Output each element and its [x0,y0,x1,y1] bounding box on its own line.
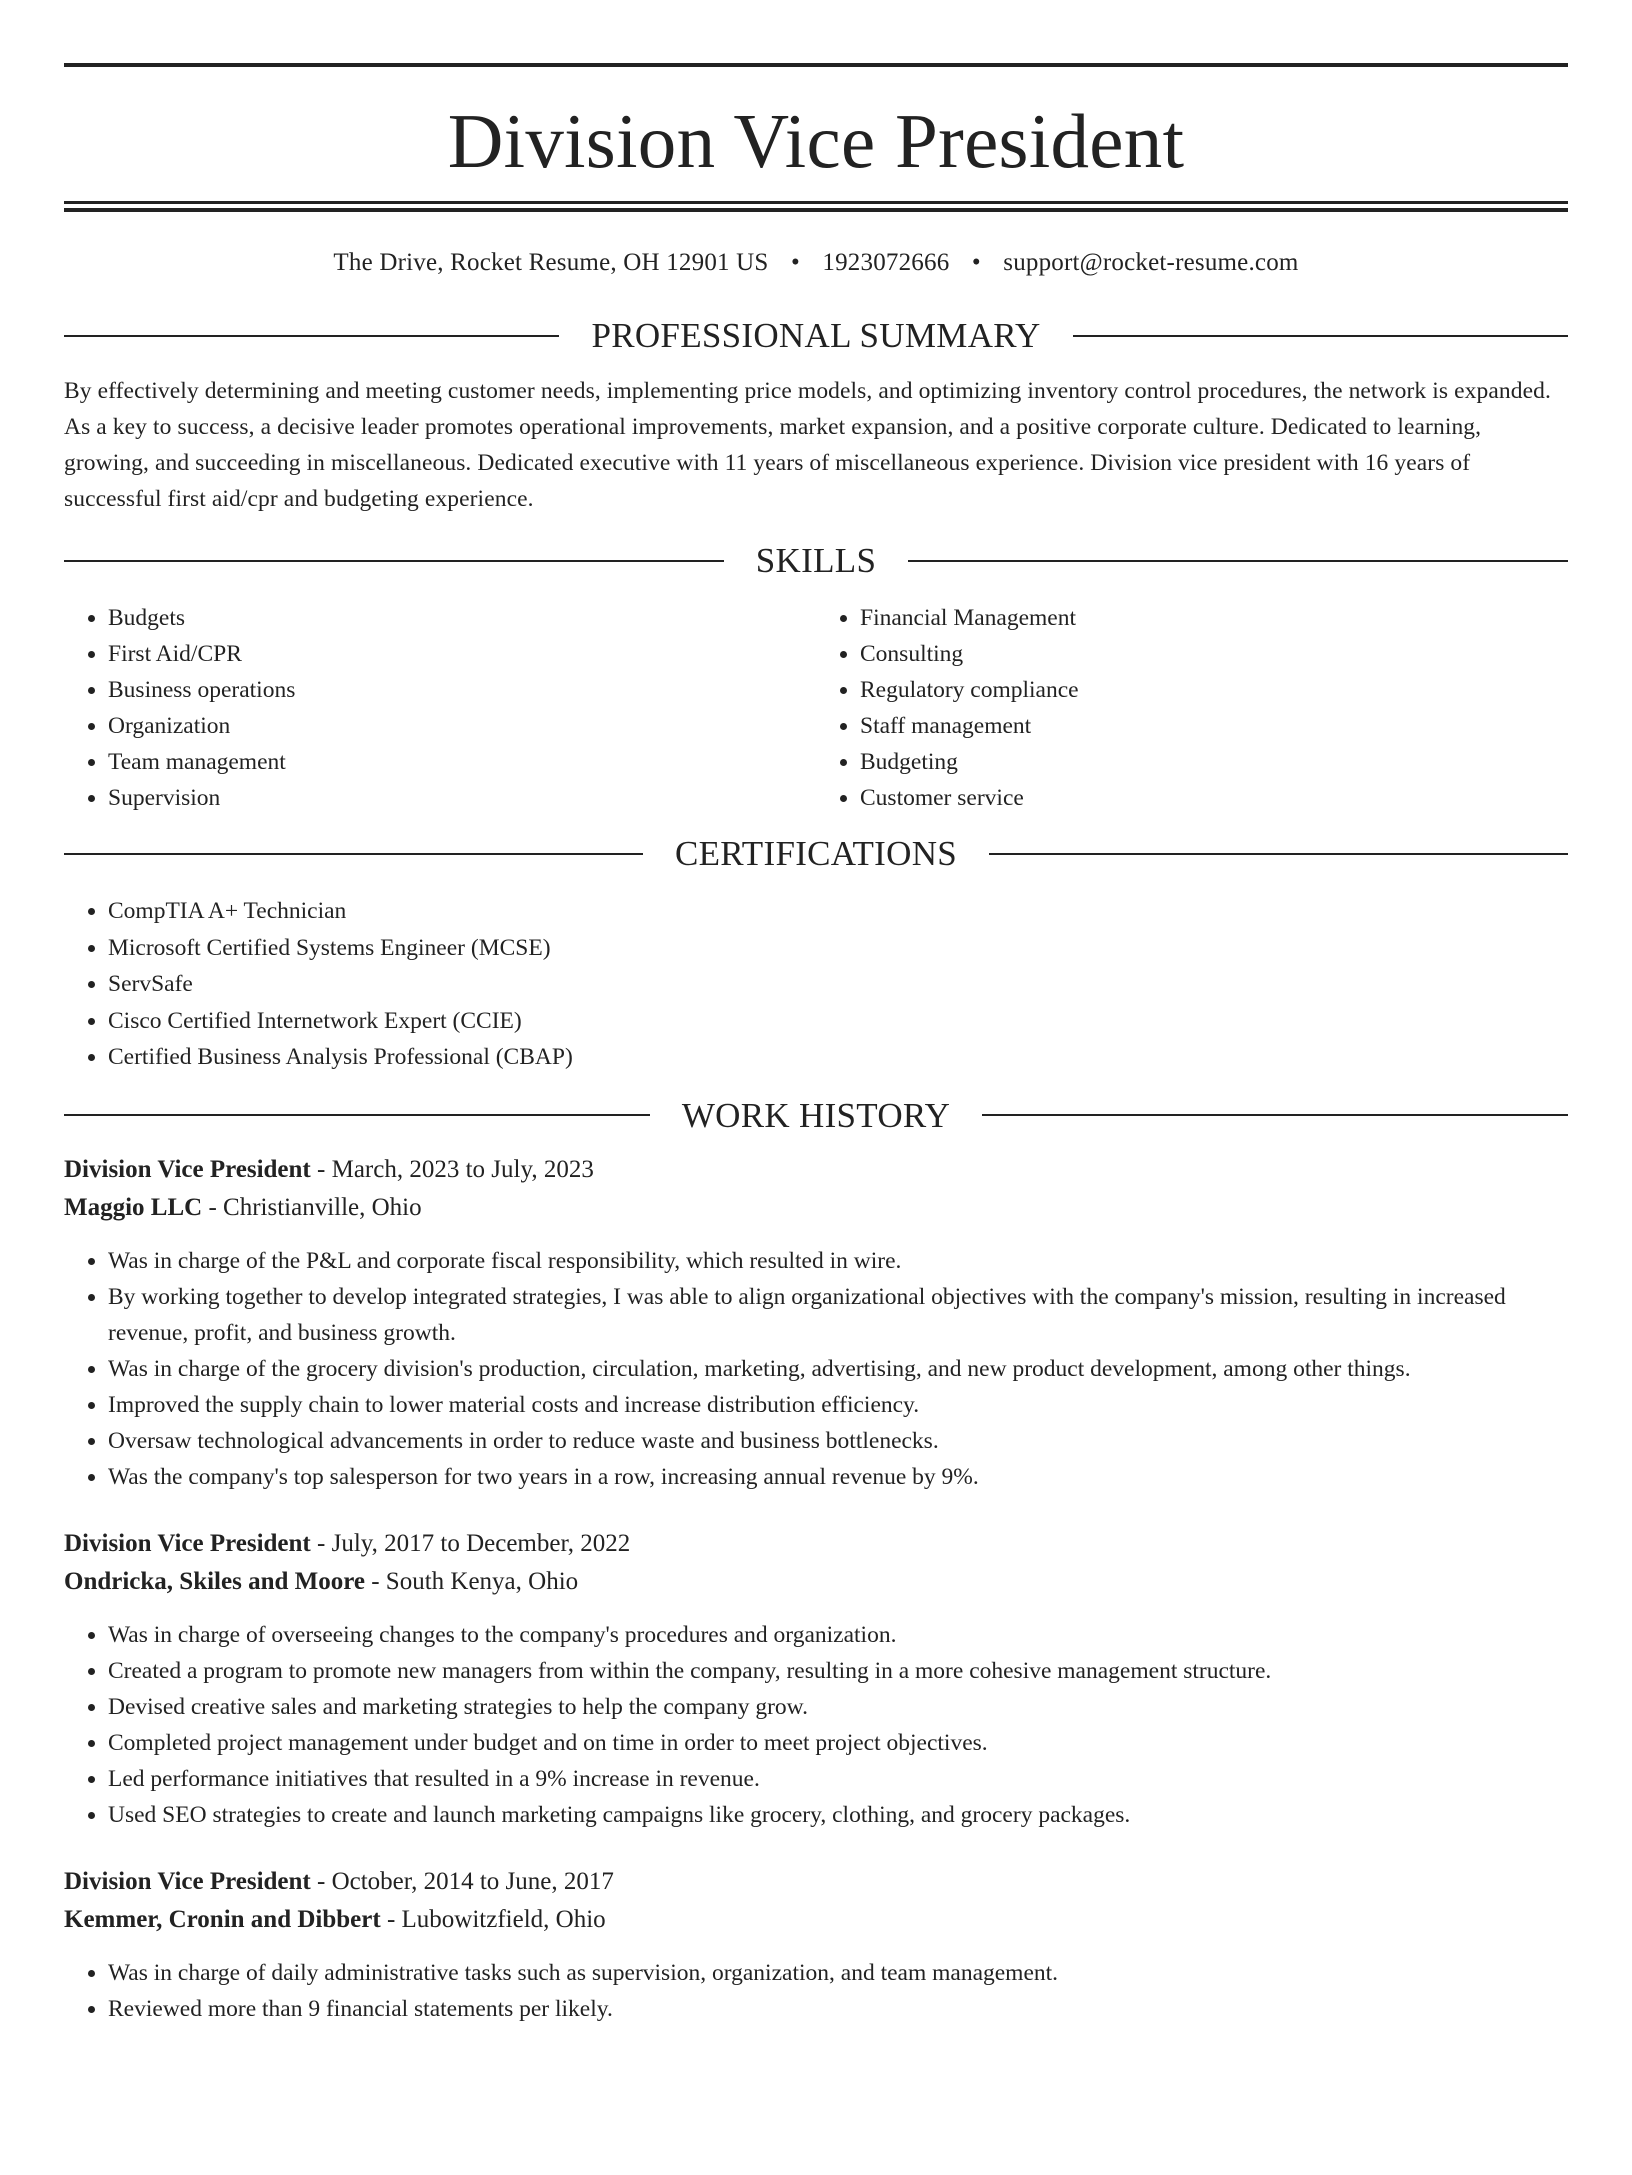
skill-item: • First Aid/CPR [108,636,816,672]
job-entry [64,1151,1568,1495]
bullet-separator: • [791,249,800,276]
title-double-rule [64,201,1568,212]
skills-list-left [64,600,816,816]
skill-item: • Budgeting [860,744,1568,780]
job-bullet: • Was in charge of overseeing changes to the company's procedures and organization. [108,1617,1568,1653]
summary-section-heading [64,318,1568,353]
contact-line [64,248,1568,278]
job-bullet: • Oversaw technological advancements in order to reduce waste and business bottlenecks. [108,1423,1568,1459]
certification-item: • Cisco Certified Internetwork Expert (CCIE) [108,1003,1568,1040]
skill-item: • Budgets [108,600,816,636]
job-bullet: • Reviewed more than 9 financial statements per likely. [108,1991,1568,2027]
job-bullet: • Completed project management under budget and on time in order to meet project objectives. [108,1725,1568,1761]
contact-email: support@rocket-resume.com [1003,249,1299,276]
heading-rule [64,1114,650,1116]
job-title-line [64,1151,1568,1189]
heading-rule [64,560,724,562]
certifications-list [64,893,1568,1076]
heading-rule [64,853,643,855]
skills-list-right [816,600,1568,816]
skill-item: • Supervision [108,780,816,816]
job-bullet: • Improved the supply chain to lower material costs and increase distribution efficiency. [108,1387,1568,1423]
contact-phone: 1923072666 [822,249,950,276]
job-company-line [64,1901,1568,1939]
job-dates: - March, 2023 to July, 2023 [310,1155,594,1183]
heading-rule [64,335,559,337]
summary-heading: PROFESSIONAL SUMMARY [591,316,1041,355]
job-bullet: • Was in charge of daily administrative tasks such as supervision, organization, and team management. [108,1955,1568,1991]
job-dates: - October, 2014 to June, 2017 [310,1867,614,1895]
job-company: Kemmer, Cronin and Dibbert [64,1905,381,1933]
job-bullet: • Was in charge of the grocery division's production, circulation, marketing, advertising, and new product development, among other things. [108,1351,1568,1387]
contact-address: The Drive, Rocket Resume, OH 12901 US [333,249,769,276]
top-rule [64,63,1568,67]
certifications-heading: CERTIFICATIONS [674,834,958,873]
job-entry [64,1863,1568,2027]
job-role: Division Vice President [64,1867,311,1895]
job-bullets [64,1955,1568,2027]
job-company-line [64,1189,1568,1227]
heading-rule [908,560,1568,562]
skills-heading: SKILLS [755,541,877,580]
job-role: Division Vice President [64,1529,311,1557]
job-company-line [64,1563,1568,1601]
job-location: - Lubowitzfield, Ohio [380,1905,606,1933]
skill-item: • Organization [108,708,816,744]
job-title-line [64,1525,1568,1563]
job-title-line [64,1863,1568,1901]
job-bullet: • Led performance initiatives that resulted in a 9% increase in revenue. [108,1761,1568,1797]
skill-item: • Team management [108,744,816,780]
summary-text: By effectively determining and meeting customer needs, implementing price models, and optimizing inventory control procedures, the network is expanded. As a key to success, a decisive leader promotes operational improvements, market expansion, and a positive corporate culture. Dedicated to learning, growing, and succeeding in miscellaneous. Dedicated executive with 11 years of miscellaneous experience. Division vice president with 16 years of successful first aid/cpr and budgeting experience. [64,378,1551,512]
skills-section-heading [64,543,1568,578]
job-company: Maggio LLC [64,1193,203,1221]
skill-item: • Financial Management [860,600,1568,636]
certification-item: • Microsoft Certified Systems Engineer (MCSE) [108,930,1568,967]
skill-item: • Business operations [108,672,816,708]
skill-item: • Staff management [860,708,1568,744]
job-company: Ondricka, Skiles and Moore [64,1567,365,1595]
work-history-heading: WORK HISTORY [681,1095,951,1135]
certification-item: • CompTIA A+ Technician [108,893,1568,930]
job-bullet: • Was the company's top salesperson for two years in a row, increasing annual revenue by 9%. [108,1459,1568,1495]
job-bullets [64,1243,1568,1495]
job-entry [64,1525,1568,1833]
skill-item: • Consulting [860,636,1568,672]
skill-item: • Regulatory compliance [860,672,1568,708]
heading-rule [1073,335,1568,337]
skill-item: • Customer service [860,780,1568,816]
job-bullet: • Created a program to promote new managers from within the company, resulting in a more cohesive management structure. [108,1653,1568,1689]
heading-rule [989,853,1568,855]
bullet-separator: • [971,249,981,276]
job-dates: - July, 2017 to December, 2022 [310,1529,631,1557]
page-title: Division Vice President [447,98,1185,184]
work-history-section-heading [64,1095,1568,1135]
job-location: - South Kenya, Ohio [364,1567,579,1595]
certification-item: • ServSafe [108,966,1568,1003]
job-bullets [64,1617,1568,1833]
job-bullet: • Was in charge of the P&L and corporate fiscal responsibility, which resulted in wire. [108,1243,1568,1279]
job-role: Division Vice President [64,1155,311,1183]
job-bullet: • By working together to develop integrated strategies, I was able to align organizational objectives with the company's mission, resulting in increased revenue, profit, and business growth. [108,1279,1568,1351]
job-bullet: • Used SEO strategies to create and launch marketing campaigns like grocery, clothing, and grocery packages. [108,1797,1568,1833]
job-bullet: • Devised creative sales and marketing strategies to help the company grow. [108,1689,1568,1725]
certifications-section-heading [64,836,1568,871]
job-location: - Christianville, Ohio [202,1193,422,1221]
certification-item: • Certified Business Analysis Professional (CBAP) [108,1039,1568,1076]
skills-columns [64,600,1568,816]
resume-page [0,63,1632,2175]
heading-rule [982,1114,1568,1116]
